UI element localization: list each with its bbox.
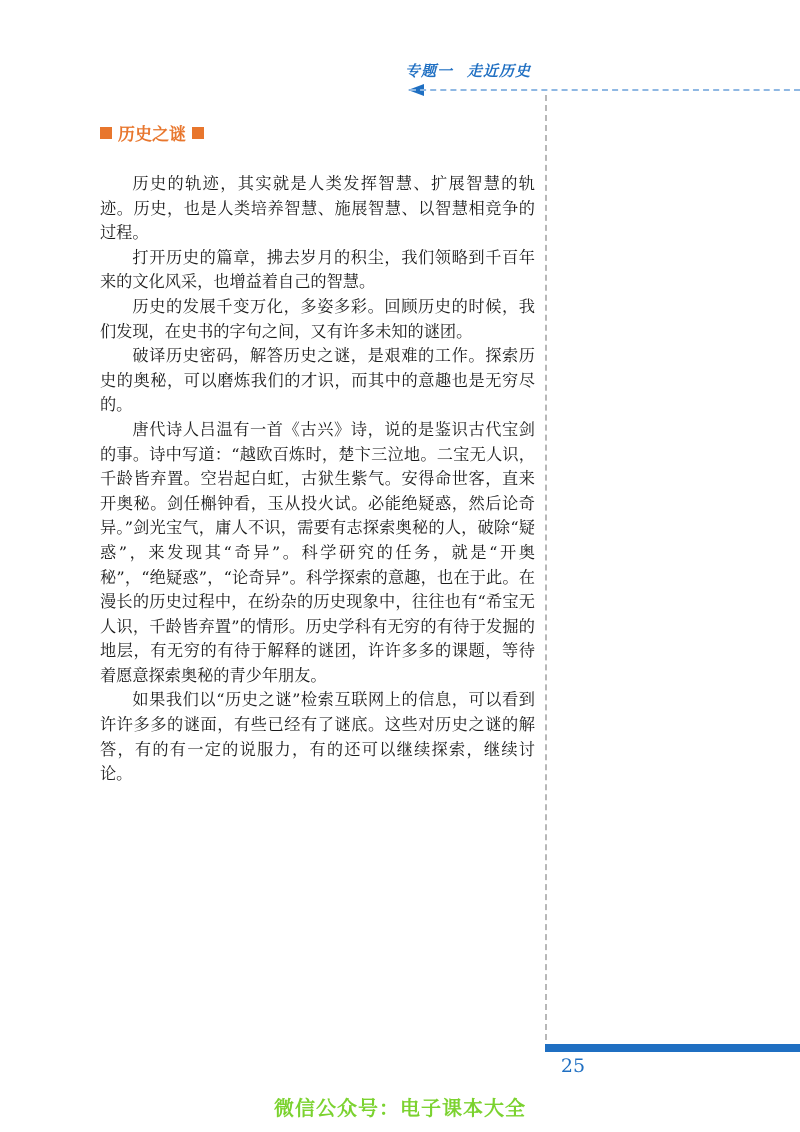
paragraph: 破译历史密码，解答历史之谜，是艰难的工作。探索历史的奥秘，可以磨炼我们的才识，而其中的意趣也是无穷尽的。 [100,346,535,415]
margin-dashed-rule [545,95,547,1040]
watermark: 微信公众号：电子课本大全 [274,1096,526,1120]
square-bullet-icon [100,127,112,139]
section-heading-text: 历史之谜 [118,125,186,145]
running-header [405,60,531,84]
paragraph: 打开历史的篇章，拂去岁月的积尘，我们领略到千百年来的文化风采，也增益着自己的智慧。 [100,247,535,292]
header-title: 走近历史 [467,62,532,80]
paragraph: 如果我们以“历史之谜”检索互联网上的信息，可以看到许许多多的谜面，有些已经有了谜底。这些对历史之谜的解答，有的有一定的说服力，有的还可以继续探索，继续讨论。 [100,690,535,784]
square-bullet-icon [192,127,204,139]
paragraph: 历史的发展千变万化，多姿多彩。回顾历史的时候，我们发现，在史书的字句之间，又有许多未知的谜团。 [100,296,535,341]
page-number: 25 [560,1055,586,1077]
header-dashed-rule [410,89,800,91]
paragraph: 唐代诗人吕温有一首《古兴》诗，说的是鉴识古代宝剑的事。诗中写道：“越欧百炼时，楚卞三泣地。二宝无人识，千龄皆弃置。空岩起白虹，古狱生紫气。安得命世客，直来开奥秘。剑任槲钟看，玉从投火试。必能绝疑惑，然后论奇异。”剑光宝气，庸人不识，需要有志探索奥秘的人，破除“疑惑”，来发现其“奇异”。科学研究的任务，就是“开奥秘”，“绝疑惑”，“论奇异”。科学探索的意趣，也在于此。在漫长的历史过程中，在纷杂的历史现象中，往往也有“希宝无人识，千龄皆弃置”的情形。历史学科有无穷的有待于发掘的地层，有无穷的有待于解释的谜团，许许多多的课题，等待着愿意探索奥秘的青少年朋友。 [100,419,535,685]
footer-bar [545,1044,800,1052]
paragraph: 历史的轨迹，其实就是人类发挥智慧、扩展智慧的轨迹。历史，也是人类培养智慧、施展智慧、以智慧相竞争的过程。 [100,174,535,243]
body-text [100,172,535,787]
section-heading [100,120,204,145]
header-topic: 专题一 [405,62,454,80]
